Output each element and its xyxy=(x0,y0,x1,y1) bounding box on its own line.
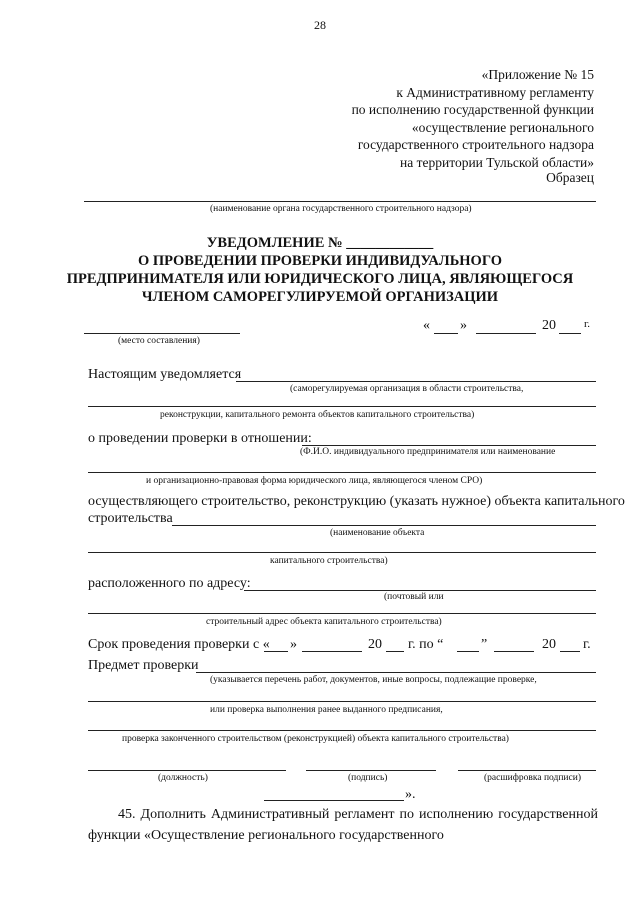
signature-caption: (подпись) xyxy=(348,773,388,783)
month-line xyxy=(476,333,536,334)
prescription-caption: или проверка выполнения ранее выданного предписания, xyxy=(210,705,443,715)
appendix-line: государственного строительного надзора xyxy=(357,137,594,152)
period-day-line xyxy=(264,651,288,652)
period-g: г. xyxy=(583,637,591,652)
period-year: 20 xyxy=(368,637,382,652)
period-month-line xyxy=(302,651,362,652)
appendix-line: по исполнению государственной функции xyxy=(351,102,594,117)
sample-label: Образец xyxy=(546,170,594,185)
object-line xyxy=(172,525,596,526)
period-year2-line xyxy=(560,651,580,652)
notice-subtitle: ПРЕДПРИНИМАТЕЛЯ ИЛИ ЮРИДИЧЕСКОГО ЛИЦА, ЯВЛЯЮЩЕГОСЯ xyxy=(66,271,574,287)
date-open-quote: « xyxy=(423,318,430,333)
entity-line xyxy=(302,445,596,446)
period-close-quote-2: ” xyxy=(481,637,488,652)
construction-label: строительства xyxy=(88,511,173,526)
works-list-caption: (указывается перечень работ, документов, иные вопросы, подлежащие проверке, xyxy=(210,675,537,685)
period-year-line xyxy=(386,651,404,652)
org-form-caption: и организационно-правовая форма юридического лица, являющегося членом СРО) xyxy=(146,476,483,486)
reconstruction-caption: реконструкции, капитального ремонта объектов капитального строительства) xyxy=(160,410,475,420)
notify-label: Настоящим уведомляется xyxy=(88,367,242,382)
position-caption: (должность) xyxy=(158,773,208,783)
decoding-caption: (расшифровка подписи) xyxy=(484,773,581,783)
build-address-caption: строительный адрес объекта капитального строительства) xyxy=(206,617,442,627)
subject-label: Предмет проверки xyxy=(88,658,199,673)
postal-caption: (почтовый или xyxy=(384,592,444,602)
address-line xyxy=(244,590,596,591)
year-line xyxy=(559,333,581,334)
notice-title: УВЕДОМЛЕНИЕ № ____________ xyxy=(206,235,434,251)
entity-line-2 xyxy=(88,472,596,473)
notice-subtitle: ЧЛЕНОМ САМОРЕГУЛИРУЕМОЙ ОРГАНИЗАЦИИ xyxy=(141,289,499,305)
organ-name-caption: (наименование органа государственного строительного надзора) xyxy=(210,204,472,214)
period-label: Срок проведения проверки с « xyxy=(88,637,270,652)
fio-caption: (Ф.И.О. индивидуального предпринимателя или наименование xyxy=(300,447,556,457)
completed-check-caption: проверка законченного строительством (реконструкцией) объекта капитального строительства) xyxy=(122,734,509,744)
sro-line xyxy=(236,381,596,382)
organ-name-line xyxy=(84,201,596,202)
appendix-line: «осуществление регионального xyxy=(411,119,594,135)
year-suffix: г. xyxy=(584,318,591,330)
period-to: г. по “ xyxy=(408,637,444,652)
page-number: 28 xyxy=(314,18,326,32)
period-year-2: 20 xyxy=(542,637,556,652)
carrying-out-text: осуществляющего строительство, реконструкцию (указать нужное) объекта капитального xyxy=(88,494,625,509)
closing-quote: ». xyxy=(405,787,416,802)
subject-line-3 xyxy=(88,730,596,731)
subject-line-2 xyxy=(88,701,596,702)
sro-caption: (саморегулируемая организация в области строительства, xyxy=(290,384,524,394)
appendix-line: на территории Тульской области» xyxy=(400,154,594,170)
capital-construction-caption: капитального строительства) xyxy=(270,556,388,566)
object-line-2 xyxy=(88,552,596,553)
appendix-header xyxy=(294,66,594,171)
year-prefix: 20 xyxy=(542,318,556,333)
address-line-2 xyxy=(88,613,596,614)
address-label: расположенного по адресу: xyxy=(88,576,251,591)
appendix-line: «Приложение № 15 xyxy=(481,67,594,82)
sro-line-2 xyxy=(88,406,596,407)
place-caption: (место составления) xyxy=(118,336,200,346)
period-day2-line xyxy=(457,651,479,652)
period-close-quote: » xyxy=(290,637,297,652)
notice-subtitle: О ПРОВЕДЕНИИ ПРОВЕРКИ ИНДИВИДУАЛЬНОГО xyxy=(138,253,502,269)
signature-line xyxy=(306,770,436,771)
appendix-line: к Административному регламенту xyxy=(396,84,594,100)
place-line xyxy=(84,333,240,334)
decoding-line xyxy=(458,770,596,771)
check-regarding-label: о проведении проверки в отношении: xyxy=(88,431,312,446)
subject-line xyxy=(196,672,596,673)
position-line xyxy=(88,770,286,771)
day-line xyxy=(434,333,458,334)
period-month2-line xyxy=(494,651,534,652)
closing-line xyxy=(264,800,404,801)
paragraph-45: 45. Дополнить Административный регламент по исполнению государственной функции «Осуществление регионального государственного xyxy=(88,807,598,843)
date-close-quote: » xyxy=(460,318,467,333)
object-name-caption: (наименование объекта xyxy=(330,528,425,538)
